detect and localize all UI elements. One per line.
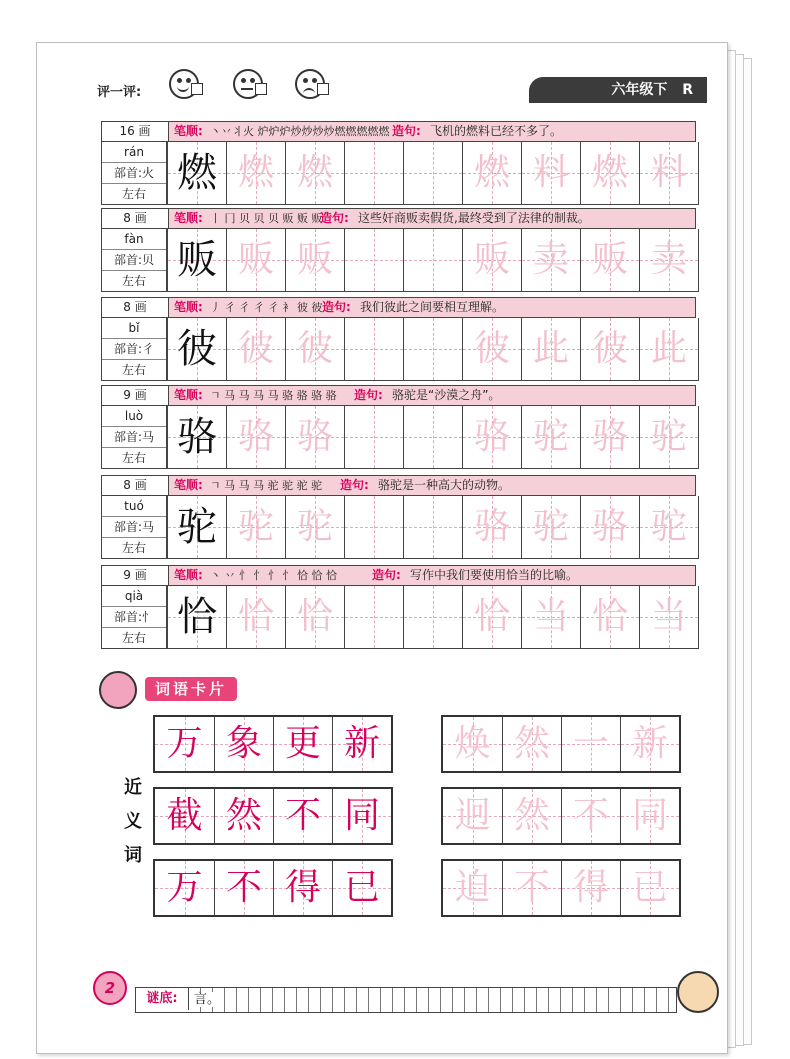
radical: 部首:彳 (102, 339, 166, 360)
practice-cell[interactable]: 此 (639, 318, 698, 380)
structure: 左右 (121, 631, 146, 645)
practice-cell[interactable]: 骆 (226, 406, 285, 468)
stroke-order-label: 笔顺: (174, 478, 203, 492)
stroke-order-label: 笔顺: (174, 568, 203, 582)
practice-grid (167, 229, 699, 292)
example-sentence: 我们彼此之间要相互理解。 (360, 300, 505, 314)
practice-grid (167, 496, 699, 559)
main-character-cell: 贩 (167, 229, 226, 291)
practice-grid (167, 586, 699, 649)
word-row-practice[interactable] (441, 715, 681, 773)
word-cell: 得 (273, 861, 332, 915)
practice-cell[interactable] (344, 496, 403, 558)
radical: 部首:火 (102, 163, 166, 184)
riddle-answer-text: 言。 (191, 992, 223, 1007)
radical: 部首:马 (102, 427, 166, 448)
riddle-label: 谜底: (136, 988, 189, 1010)
word-cell[interactable]: 新 (620, 717, 679, 771)
sentence-label: 造句: (322, 300, 351, 314)
rate-label: 评一评: (97, 85, 142, 100)
word-row-model (153, 787, 393, 845)
grade-label: 六年级下 (611, 82, 668, 98)
stroke-order-strip (101, 121, 696, 142)
word-cell[interactable]: 然 (502, 789, 561, 843)
page-number: 2 (93, 971, 127, 1005)
word-row-practice[interactable] (441, 859, 681, 917)
example-sentence: 飞机的燃料已经不多了。 (430, 124, 563, 138)
word-cell[interactable]: 迥 (443, 789, 502, 843)
word-cell[interactable]: 然 (502, 717, 561, 771)
word-cell[interactable]: 焕 (443, 717, 502, 771)
word-cell: 万 (155, 861, 214, 915)
practice-cell[interactable] (344, 318, 403, 380)
practice-cell[interactable]: 骆 (580, 496, 639, 558)
stroke-order-label: 笔顺: (174, 211, 203, 225)
practice-cell[interactable] (403, 586, 462, 648)
practice-cell[interactable]: 驼 (521, 406, 580, 468)
pinyin: qià (102, 586, 166, 607)
character-info (101, 318, 167, 381)
example-sentence: 骆驼是“沙漠之舟”。 (392, 388, 501, 402)
practice-cell[interactable]: 卖 (639, 229, 698, 291)
radical: 部首:马 (102, 517, 166, 538)
pinyin: tuó (102, 496, 166, 517)
practice-cell[interactable]: 驼 (285, 496, 344, 558)
word-cell: 新 (332, 717, 391, 771)
practice-cell[interactable]: 恰 (285, 586, 344, 648)
stroke-sequence: 丶丷丬火 炉炉炉炒炒炒炒燃燃燃燃燃 (210, 125, 390, 138)
practice-cell[interactable]: 卖 (521, 229, 580, 291)
word-cell[interactable]: 得 (561, 861, 620, 915)
pinyin: fàn (102, 229, 166, 250)
stroke-order-label: 笔顺: (174, 124, 203, 138)
word-cell: 万 (155, 717, 214, 771)
word-cell: 象 (214, 717, 273, 771)
word-category-label: 近 义 词 (124, 777, 142, 866)
practice-cell[interactable]: 燃 (285, 142, 344, 204)
word-cell: 截 (155, 789, 214, 843)
practice-cell[interactable] (344, 406, 403, 468)
practice-cell[interactable]: 彼 (226, 318, 285, 380)
main-character-cell: 骆 (167, 406, 226, 468)
word-cell: 同 (332, 789, 391, 843)
structure: 左右 (121, 541, 146, 555)
boy-mascot-icon (677, 971, 719, 1013)
radical: 部首:忄 (102, 607, 166, 628)
word-row-practice[interactable] (441, 787, 681, 845)
practice-cell[interactable]: 燃 (226, 142, 285, 204)
practice-cell[interactable] (403, 229, 462, 291)
grade-banner (529, 77, 707, 103)
pinyin: rán (102, 142, 166, 163)
structure: 左右 (121, 187, 146, 201)
word-row-model (153, 715, 393, 773)
practice-cell[interactable]: 骆 (580, 406, 639, 468)
example-sentence: 这些奸商贩卖假货,最终受到了法律的制裁。 (358, 211, 590, 225)
structure: 左右 (121, 451, 146, 465)
stroke-count: 9 画 (102, 566, 169, 585)
stroke-order-strip (101, 475, 696, 496)
word-cell[interactable]: 同 (620, 789, 679, 843)
practice-grid (167, 318, 699, 381)
word-cell: 已 (332, 861, 391, 915)
practice-cell[interactable]: 恰 (580, 586, 639, 648)
workbook-page (36, 42, 728, 1054)
practice-cell[interactable]: 驼 (521, 496, 580, 558)
practice-cell[interactable]: 驼 (226, 496, 285, 558)
pinyin: luò (102, 406, 166, 427)
riddle-answer-row (135, 987, 677, 1013)
character-info (101, 406, 167, 469)
practice-cell[interactable]: 彼 (285, 318, 344, 380)
practice-cell[interactable] (403, 406, 462, 468)
practice-cell[interactable] (344, 586, 403, 648)
radical: 部首:贝 (102, 250, 166, 271)
word-row-model (153, 859, 393, 917)
practice-cell[interactable] (344, 229, 403, 291)
word-cell: 不 (273, 789, 332, 843)
page-header (37, 43, 727, 113)
riddle-answer-field[interactable] (189, 988, 676, 1012)
practice-cell[interactable]: 彼 (580, 318, 639, 380)
practice-cell[interactable]: 骆 (462, 406, 521, 468)
example-sentence: 骆驼是一种高大的动物。 (378, 478, 511, 492)
structure: 左右 (121, 363, 146, 377)
word-cell[interactable]: 迫 (443, 861, 502, 915)
word-cell[interactable]: 已 (620, 861, 679, 915)
word-cell: 然 (214, 789, 273, 843)
sentence-label: 造句: (340, 478, 369, 492)
stroke-count: 9 画 (102, 386, 169, 405)
practice-cell[interactable]: 恰 (226, 586, 285, 648)
character-info (101, 586, 167, 649)
stroke-count: 8 画 (102, 209, 169, 228)
practice-cell[interactable]: 此 (521, 318, 580, 380)
word-card-title: 词语卡片 (145, 677, 237, 701)
word-cell[interactable]: 不 (502, 861, 561, 915)
word-cell[interactable]: 一 (561, 717, 620, 771)
main-character-cell: 驼 (167, 496, 226, 558)
practice-cell[interactable] (344, 142, 403, 204)
practice-cell[interactable]: 料 (639, 142, 698, 204)
neutral-face-icon (233, 69, 263, 99)
practice-cell[interactable]: 燃 (580, 142, 639, 204)
stroke-sequence: 丨 冂 贝 贝 贝 贩 贩 贩 (210, 212, 323, 225)
structure: 左右 (121, 274, 146, 288)
example-sentence: 写作中我们要使用恰当的比喻。 (410, 568, 579, 582)
practice-cell[interactable]: 贩 (580, 229, 639, 291)
edition-label: R (682, 82, 693, 98)
practice-cell[interactable] (403, 318, 462, 380)
sentence-label: 造句: (320, 211, 349, 225)
practice-cell[interactable]: 燃 (462, 142, 521, 204)
word-cell: 更 (273, 717, 332, 771)
practice-cell[interactable]: 驼 (639, 496, 698, 558)
practice-cell[interactable]: 驼 (639, 406, 698, 468)
practice-grid (167, 406, 699, 469)
stroke-order-strip (101, 385, 696, 406)
stroke-order-strip (101, 297, 696, 318)
stroke-count: 8 画 (102, 476, 169, 495)
stroke-order-strip (101, 565, 696, 586)
practice-cell[interactable]: 料 (521, 142, 580, 204)
practice-cell[interactable]: 彼 (462, 318, 521, 380)
character-info (101, 142, 167, 205)
practice-cell[interactable]: 贩 (462, 229, 521, 291)
sentence-label: 造句: (354, 388, 383, 402)
stroke-sequence: ㄱ 马 马 马 驼 驼 驼 驼 (210, 479, 323, 492)
stroke-order-strip (101, 208, 696, 229)
sad-face-icon (295, 69, 325, 99)
practice-cell[interactable]: 恰 (462, 586, 521, 648)
stroke-sequence: 丿 彳 彳 彳 彳 衤 彼 彼 (210, 301, 323, 314)
word-cell: 不 (214, 861, 273, 915)
main-character-cell: 燃 (167, 142, 226, 204)
sentence-label: 造句: (372, 568, 401, 582)
practice-cell[interactable]: 贩 (226, 229, 285, 291)
pinyin: bǐ (102, 318, 166, 339)
character-info (101, 229, 167, 292)
practice-cell[interactable]: 当 (521, 586, 580, 648)
main-character-cell: 恰 (167, 586, 226, 648)
stroke-order-label: 笔顺: (174, 388, 203, 402)
happy-face-icon (169, 69, 199, 99)
word-cell[interactable]: 不 (561, 789, 620, 843)
character-info (101, 496, 167, 559)
main-character-cell: 彼 (167, 318, 226, 380)
practice-cell[interactable]: 骆 (462, 496, 521, 558)
practice-cell[interactable]: 骆 (285, 406, 344, 468)
stroke-order-label: 笔顺: (174, 300, 203, 314)
stroke-count: 8 画 (102, 298, 169, 317)
practice-cell[interactable]: 当 (639, 586, 698, 648)
practice-grid (167, 142, 699, 205)
stroke-count: 16 画 (102, 122, 169, 141)
sentence-label: 造句: (392, 124, 421, 138)
stroke-sequence: ㄱ 马 马 马 马 骆 骆 骆 骆 (210, 389, 337, 402)
mascot-icon (99, 671, 137, 709)
practice-cell[interactable] (403, 142, 462, 204)
practice-cell[interactable] (403, 496, 462, 558)
practice-cell[interactable]: 贩 (285, 229, 344, 291)
stroke-sequence: 丶 丷 忄 忄 忄 忄 恰 恰 恰 (210, 569, 337, 582)
